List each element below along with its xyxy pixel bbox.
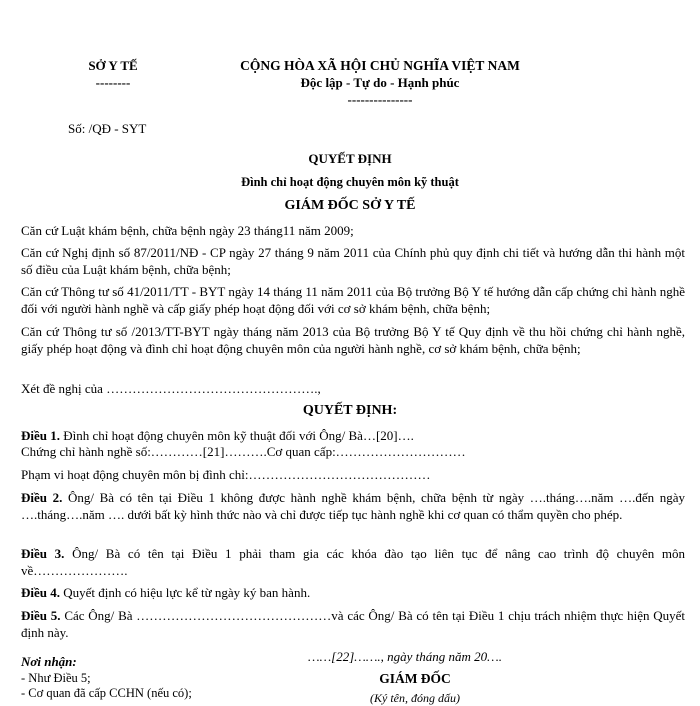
decision-number: Số: /QĐ - SYT (68, 121, 147, 136)
article-2-label: Điều 2. (21, 490, 63, 505)
recipients-label: Nơi nhận: (21, 654, 77, 669)
article-5-text: Các Ông/ Bà ………………………………………và các Ông/ Bà có tên tại Điều 1 chịu trách nhiệm thực hiện Quyết định này. (21, 608, 686, 640)
certificate-line: Chứng chỉ hành nghề số:…………[21]……….Cơ quan cấp:………………………… (21, 444, 466, 459)
decision-heading: QUYẾT ĐỊNH: (302, 403, 398, 418)
article-5 (21, 607, 685, 641)
article-1-label: Điều 1. (21, 428, 60, 443)
scope-line: Phạm vi hoạt động chuyên môn bị đình chỉ:…………………………………… (21, 467, 431, 482)
agency-name: SỞ Y TẾ (88, 58, 138, 73)
article-1 (21, 427, 685, 444)
article-3 (21, 545, 685, 579)
article-3-text: Ông/ Bà có tên tại Điều 1 phải tham gia các khóa đào tạo liên tục để nâng cao trình độ chuyên môn về…………………. (21, 546, 686, 578)
date-line: ……[22]……., ngày tháng năm 20…. (308, 649, 502, 664)
article-3-label: Điều 3. (21, 546, 65, 561)
recipient-2: - Cơ quan đã cấp CCHN (nếu có); (21, 686, 192, 700)
basis-1: Căn cứ Luật khám bệnh, chữa bệnh ngày 23 tháng11 năm 2009; (21, 223, 354, 238)
article-1-text: Đình chỉ hoạt động chuyên môn kỹ thuật đối với Ông/ Bà…[20]…. (63, 428, 414, 443)
document-subject: Đình chỉ hoạt động chuyên môn kỹ thuật (241, 175, 459, 189)
national-motto: Độc lập - Tự do - Hạnh phúc (300, 75, 460, 90)
article-5-label: Điều 5. (21, 608, 61, 623)
document-type: QUYẾT ĐỊNH (308, 151, 392, 166)
issuer-title: GIÁM ĐỐC SỞ Y TẾ (284, 198, 416, 213)
agency-rule: -------- (95, 75, 131, 90)
article-2-text: Ông/ Bà có tên tại Điều 1 không được hành nghề khám bệnh, chữa bệnh từ ngày ….tháng….năm ….đến ngày ….tháng….năm …. dưới bất kỳ hình thức nào và chỉ được tiếp tục hành nghề khi cơ quan có thẩm quyền cho phép. (21, 490, 686, 522)
basis-4: Căn cứ Thông tư số /2013/TT-BYT ngày tháng năm 2013 của Bộ trưởng Bộ Y tế Quy định về thu hồi chứng chỉ hành nghề, giấy phép hoạt động và đình chỉ hoạt động chuyên môn của người hành nghề, cơ sở khám bệnh, chữa bệnh; (21, 324, 685, 356)
article-4-label: Điều 4. (21, 585, 60, 600)
article-4 (21, 584, 685, 601)
recipient-1: - Như Điều 5; (21, 671, 91, 685)
basis-2: Căn cứ Nghị định số 87/2011/NĐ - CP ngày 27 tháng 9 năm 2011 của Chính phủ quy định chi tiết và hướng dẫn thi hành một số điều của Luật khám bệnh, chữa bệnh; (21, 245, 685, 277)
basis-3: Căn cứ Thông tư số 41/2011/TT - BYT ngày 14 tháng 11 năm 2011 của Bộ trưởng Bộ Y tế hướng dẫn cấp chứng chỉ hành nghề đối với người hành nghề và cấp giấy phép hoạt động đối với cơ sở khám bệnh, chữa bệnh; (21, 284, 685, 316)
article-4-text: Quyết định có hiệu lực kể từ ngày ký ban hành. (63, 585, 311, 600)
motto-rule: --------------- (347, 92, 413, 107)
signer-title: GIÁM ĐỐC (379, 671, 451, 686)
signer-note: (Ký tên, đóng dấu) (370, 691, 460, 705)
proposal-line: Xét đề nghị của …………………………………………., (21, 381, 321, 396)
article-2 (21, 489, 685, 523)
country-name: CỘNG HÒA XÃ HỘI CHỦ NGHĨA VIỆT NAM (240, 58, 520, 73)
